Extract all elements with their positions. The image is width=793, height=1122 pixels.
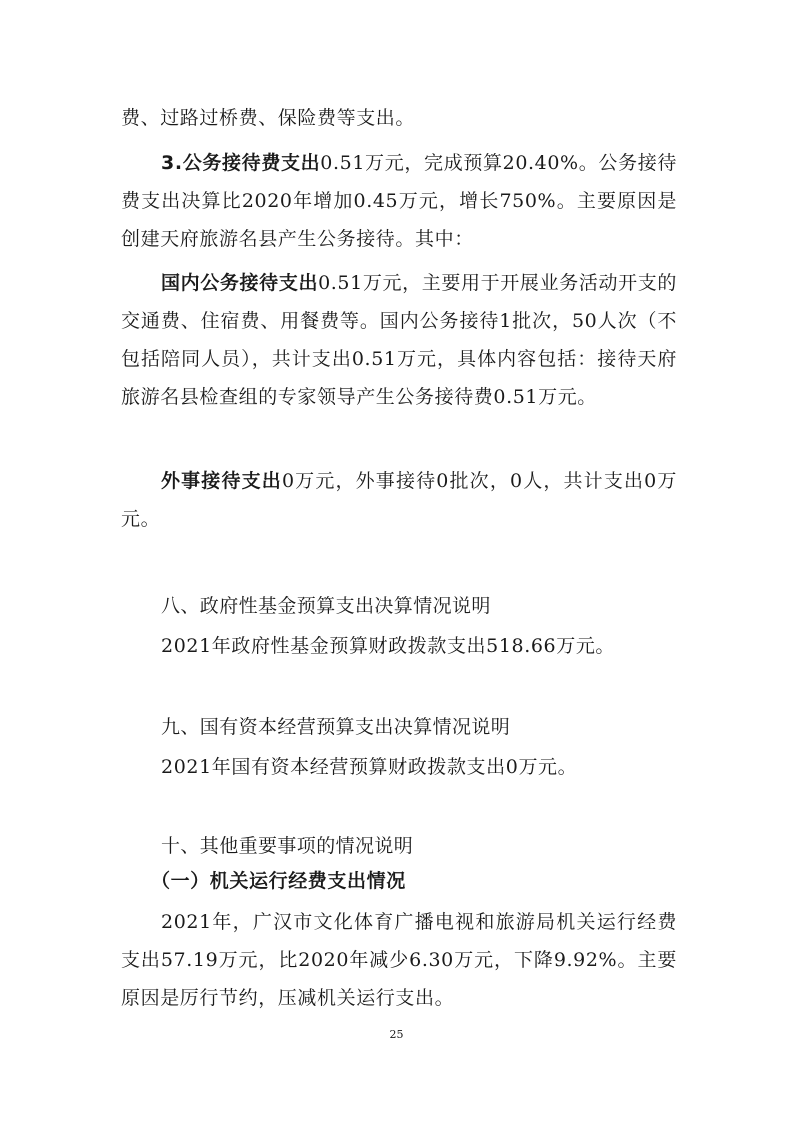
page-number: 25 — [389, 1028, 404, 1041]
section-heading-8 — [121, 587, 677, 625]
paragraph-text: 0.51万元，主要用于开展业务活动开支的交通费、住宿费、用餐费等。国内公务接待1批次，50人次（不包括陪同人员），共计支出0.51万元，具体内容包括：接待天府旅游名县检查组的专家领导产生公务接待费0.51万元。 — [121, 272, 677, 408]
section-heading-10 — [121, 827, 677, 865]
section-heading-9 — [121, 708, 677, 746]
paragraph-text: 2021年，广汉市文化体育广播电视和旅游局机关运行经费支出57.19万元，比2020年减少6.30万元，下降9.92%。主要原因是厉行节约，压减机关运行支出。 — [121, 911, 677, 1009]
paragraph-text: 2021年国有资本经营预算财政拨款支出0万元。 — [161, 756, 578, 778]
paragraph-state-capital — [121, 748, 677, 786]
paragraph-gov-fund — [121, 627, 677, 665]
paragraph-foreign-reception — [121, 462, 677, 538]
paragraph-text: 0.51万元，完成预算20.40%。公务接待费支出决算比2020年增加0.45万元，增长750%。主要原因是创建天府旅游名县产生公务接待。其中： — [121, 152, 677, 250]
subsection-heading-10-1 — [121, 862, 677, 900]
paragraph-text: 0万元，外事接待0批次，0人，共计支出0万元。 — [121, 470, 677, 530]
paragraph-domestic-reception — [121, 264, 677, 416]
section-heading-domestic: 国内公务接待支出 — [161, 272, 319, 294]
heading-text: 十、其他重要事项的情况说明 — [161, 835, 414, 857]
paragraph-operating-expenses — [121, 903, 677, 1017]
heading-text: （一）机关运行经费支出情况 — [151, 870, 406, 892]
section-heading-foreign: 外事接待支出 — [161, 470, 282, 492]
paragraph-travel-fees — [121, 99, 677, 137]
paragraph-text: 费、过路过桥费、保险费等支出。 — [121, 107, 416, 129]
paragraph-reception-fees — [121, 144, 677, 258]
paragraph-text: 2021年政府性基金预算财政拨款支出518.66万元。 — [161, 635, 616, 657]
heading-text: 九、国有资本经营预算支出决算情况说明 — [161, 716, 511, 738]
heading-text: 八、政府性基金预算支出决算情况说明 — [161, 595, 491, 617]
section-heading-reception: 3.公务接待费支出 — [161, 152, 321, 174]
